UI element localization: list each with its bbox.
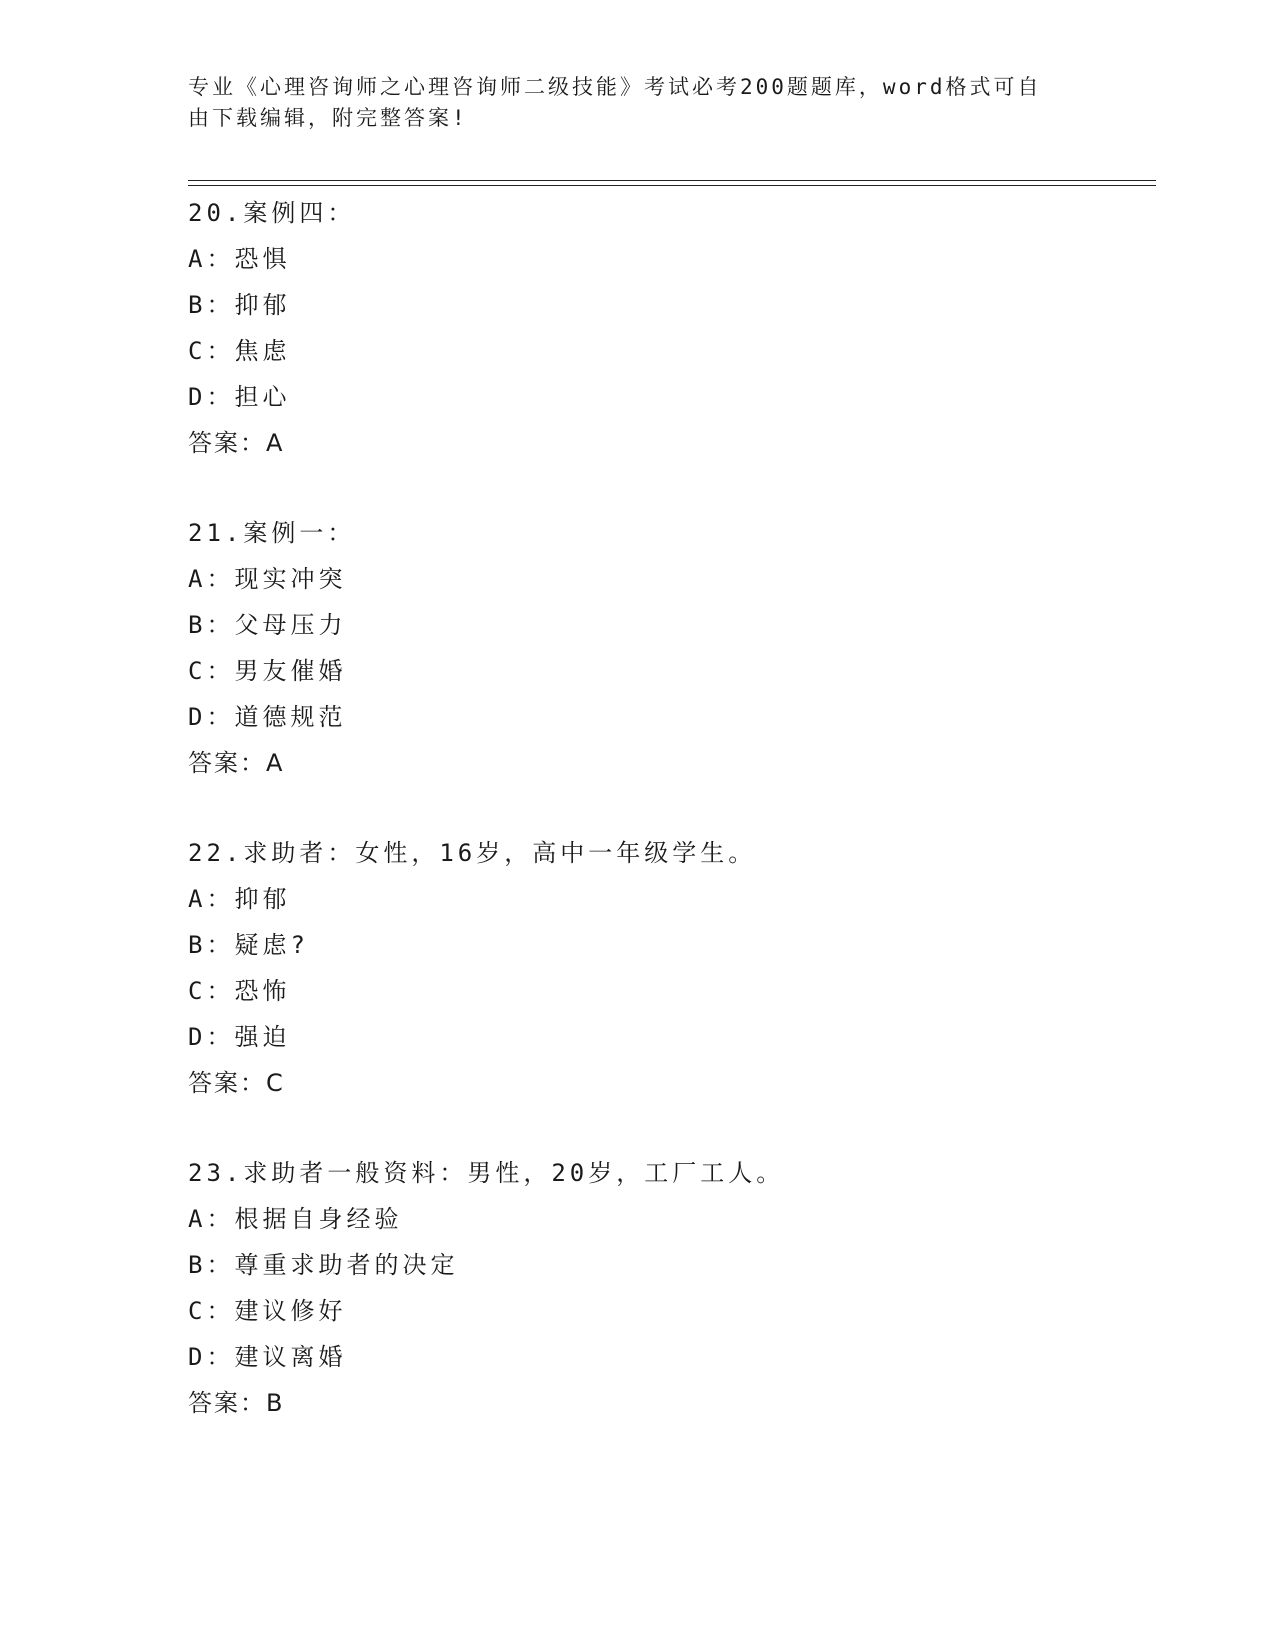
header-line-1: 专业《心理咨询师之心理咨询师二级技能》考试必考200题题库，word格式可自 [188, 75, 1042, 99]
option-b: B：抑郁 [188, 291, 291, 319]
answer-line: 答案：A [188, 429, 285, 457]
answer-line: 答案：C [188, 1069, 285, 1097]
question-list [188, 190, 1156, 1470]
question-stem: 22.求助者：女性，16岁，高中一年级学生。 [188, 839, 757, 867]
question-20 [188, 190, 1156, 466]
option-c: C：男友催婚 [188, 657, 347, 685]
option-a: A：恐惧 [188, 245, 291, 273]
option-a: A：抑郁 [188, 885, 291, 913]
option-b: B：父母压力 [188, 611, 347, 639]
option-b: B：尊重求助者的决定 [188, 1251, 459, 1279]
option-c: C：焦虑 [188, 337, 291, 365]
question-stem: 20.案例四： [188, 199, 356, 227]
header-divider-bottom [188, 185, 1156, 186]
question-21 [188, 510, 1156, 786]
answer-line: 答案：B [188, 1389, 285, 1417]
option-d: D：道德规范 [188, 703, 347, 731]
option-d: D：强迫 [188, 1023, 291, 1051]
option-c: C：建议修好 [188, 1297, 347, 1325]
question-23 [188, 1150, 1156, 1426]
question-stem: 21.案例一： [188, 519, 356, 547]
question-22 [188, 830, 1156, 1106]
option-d: D：担心 [188, 383, 291, 411]
header-line-2: 由下载编辑，附完整答案! [188, 106, 468, 130]
answer-line: 答案：A [188, 749, 285, 777]
option-a: A：根据自身经验 [188, 1205, 403, 1233]
option-d: D：建议离婚 [188, 1343, 347, 1371]
option-a: A：现实冲突 [188, 565, 347, 593]
document-header [188, 72, 1068, 134]
option-b: B：疑虑? [188, 931, 309, 959]
question-stem: 23.求助者一般资料：男性，20岁，工厂工人。 [188, 1159, 785, 1187]
option-c: C：恐怖 [188, 977, 291, 1005]
header-divider-top [188, 180, 1156, 181]
